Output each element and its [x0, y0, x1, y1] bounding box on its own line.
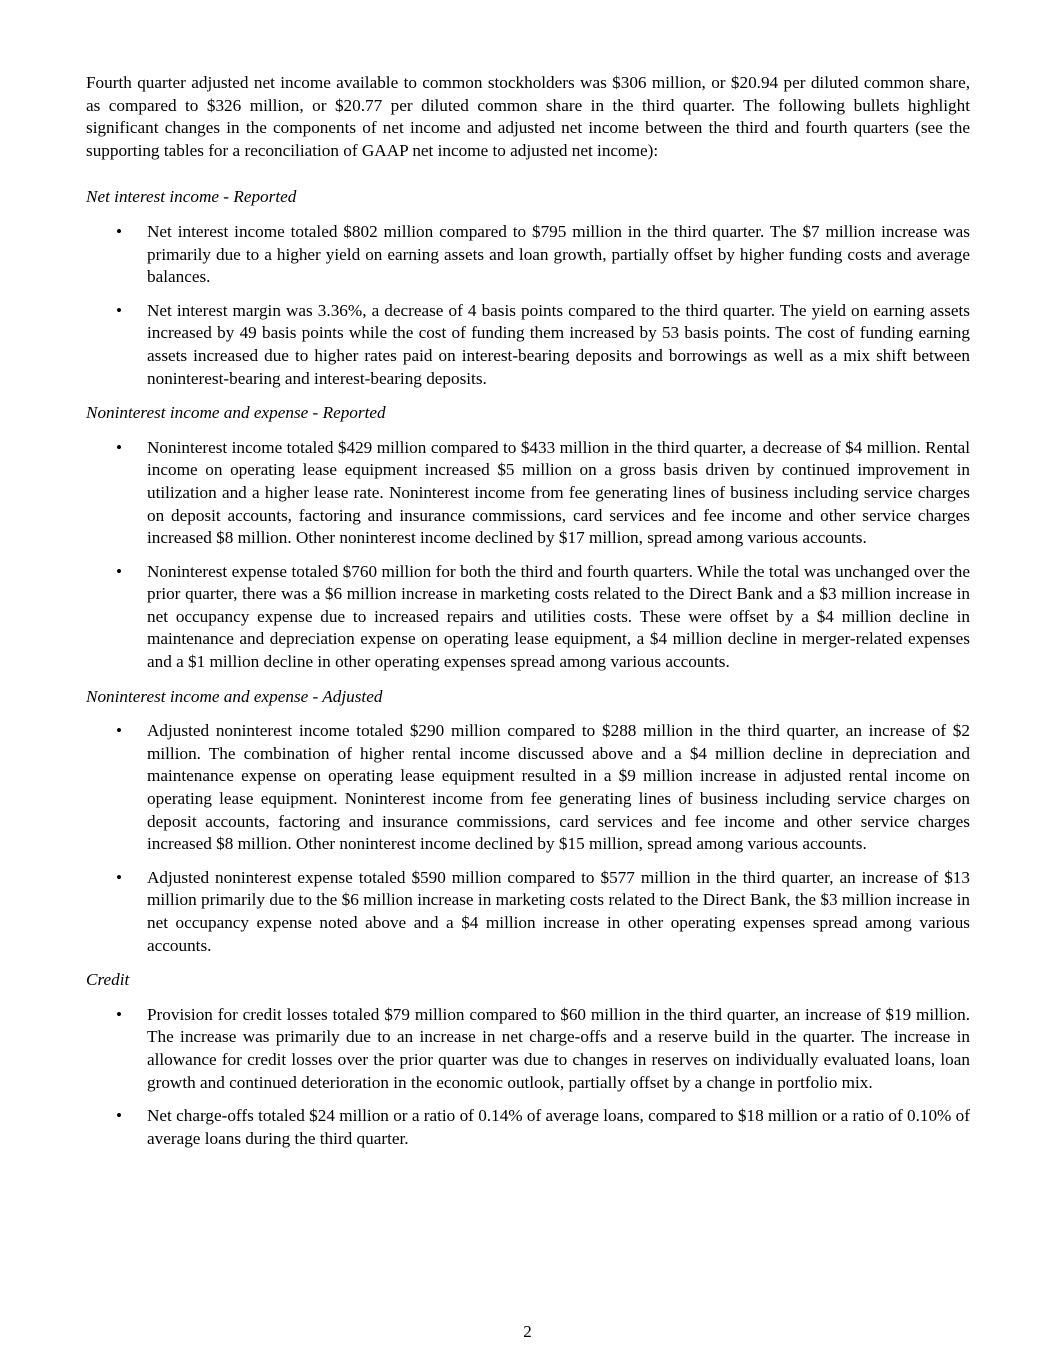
intro-paragraph: Fourth quarter adjusted net income available to common stockholders was $306 million, or $20.94 per diluted common share, as compared to $326 million, or $20.77 per diluted common share in the third quarter. The following bullets highlight significant changes in the components of net income and adjusted net income between the third and fourth quarters (see the supporting tables for a reconciliation of GAAP net income to adjusted net income):	[86, 73, 970, 160]
bullet-text: Noninterest income totaled $429 million compared to $433 million in the third quarter, a decrease of $4 million. Rental income on operating lease equipment increased $5 million on a gross basis driven by continued improvement in utilization and a higher lease rate. Noninterest income from fee generating lines of business including service charges on deposit accounts, factoring and insurance commissions, card services and fee income and other service charges increased $8 million. Other noninterest income declined by $17 million, spread among various accounts.	[147, 437, 970, 548]
section-noninterest-adjusted	[86, 686, 970, 958]
bullet-item	[86, 221, 970, 289]
section-net-interest-income-reported	[86, 186, 970, 390]
section-heading: Noninterest income and expense - Reported	[86, 403, 386, 423]
section-heading: Noninterest income and expense - Adjusted	[86, 686, 383, 706]
bullet-text: Adjusted noninterest income totaled $290 million compared to $288 million in the third quarter, an increase of $2 million. The combination of higher rental income discussed above and a $4 million decline in depreciation and maintenance expense on operating lease equipment resulted in a $9 million increase in adjusted rental income on operating lease equipment. Noninterest income from fee generating lines of business including service charges on deposit accounts, factoring and insurance commissions, card services and fee income and other service charges increased $8 million. Other noninterest income declined by $15 million, spread among various accounts.	[147, 721, 970, 854]
bullet-item	[86, 561, 970, 674]
bullet-item	[86, 1004, 970, 1094]
section-heading: Net interest income - Reported	[86, 187, 297, 207]
bullet-text: Noninterest expense totaled $760 million for both the third and fourth quarters. While the total was unchanged over the prior quarter, there was a $6 million increase in marketing costs related to the Direct Bank and a $3 million increase in net occupancy expense due to increased repairs and utilities costs. These were offset by a $4 million decline in maintenance and depreciation expense on operating lease equipment, a $4 million decline in merger-related expenses and a $1 million decline in other operating expenses spread among various accounts.	[147, 561, 970, 672]
bullet-icon: •	[116, 561, 123, 581]
section-heading: Credit	[86, 970, 130, 990]
bullet-icon: •	[116, 1004, 123, 1024]
bullet-text: Provision for credit losses totaled $79 million compared to $60 million in the third quarter, an increase of $19 million. The increase was primarily due to an increase in net charge-offs and a reserve build in the quarter. The increase in allowance for credit losses over the prior quarter was due to changes in reserves on individually evaluated loans, loan growth and continued deterioration in the economic outlook, partially offset by a change in portfolio mix.	[147, 1004, 970, 1092]
bullet-text: Net charge-offs totaled $24 million or a ratio of 0.14% of average loans, compared to $18 million or a ratio of 0.10% of average loans during the third quarter.	[147, 1106, 970, 1148]
bullet-text: Net interest margin was 3.36%, a decrease of 4 basis points compared to the third quarter. The yield on earning assets increased by 49 basis points while the cost of funding them increased by 53 basis points. The cost of funding earning assets increased due to higher rates paid on interest-bearing deposits and borrowings as well as a mix shift between noninterest-bearing and interest-bearing deposits.	[147, 300, 970, 388]
bullet-list	[86, 1004, 970, 1151]
bullet-list	[86, 221, 970, 390]
bullet-icon: •	[116, 721, 123, 741]
bullet-item	[86, 720, 970, 856]
document-page	[86, 72, 970, 1162]
bullet-list	[86, 720, 970, 957]
section-noninterest-reported	[86, 402, 970, 674]
bullet-text: Net interest income totaled $802 million compared to $795 million in the third quarter. The $7 million increase was primarily due to a higher yield on earning assets and loan growth, partially offset by higher funding costs and average balances.	[147, 221, 970, 287]
bullet-icon: •	[116, 1106, 123, 1126]
bullet-icon: •	[116, 867, 123, 887]
page-number: 2	[523, 1322, 532, 1341]
bullet-icon: •	[116, 221, 123, 241]
section-credit	[86, 969, 970, 1150]
bullet-icon: •	[116, 437, 123, 457]
bullet-item	[86, 437, 970, 550]
bullet-item	[86, 867, 970, 957]
bullet-text: Adjusted noninterest expense totaled $590 million compared to $577 million in the third quarter, an increase of $13 million primarily due to the $6 million increase in marketing costs related to the Direct Bank, the $3 million increase in net occupancy expense noted above and a $4 million increase in other operating expenses spread among various accounts.	[147, 867, 970, 955]
bullet-icon: •	[116, 300, 123, 320]
bullet-item	[86, 300, 970, 390]
bullet-item	[86, 1105, 970, 1150]
bullet-list	[86, 437, 970, 674]
